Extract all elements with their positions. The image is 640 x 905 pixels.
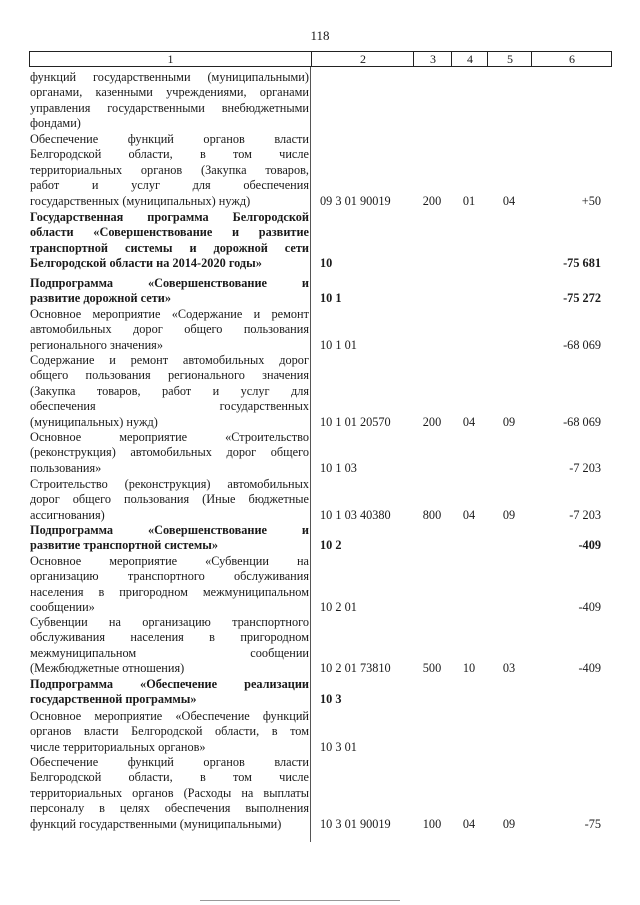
row-section: 10 xyxy=(462,661,476,676)
row-description xyxy=(30,353,309,430)
description-line: автомобильных дорог общего пользования xyxy=(30,322,309,337)
description-line: обеспечения государственных xyxy=(30,399,309,414)
description-line: (Межбюджетные отношения) xyxy=(30,661,185,676)
row-vr: 200 xyxy=(422,193,442,208)
row-section: 04 xyxy=(462,507,476,522)
description-line: Белгородской области на 2014-2020 годы» xyxy=(30,256,262,271)
row-amount: +50 xyxy=(581,193,601,208)
row-code: 10 2 xyxy=(320,538,342,553)
row-description xyxy=(30,477,309,523)
column-header-4: 4 xyxy=(451,52,488,66)
row-description xyxy=(30,615,309,677)
description-line: ассигнования) xyxy=(30,507,105,522)
description-line: населения в пригородном межмуниципальном xyxy=(30,584,309,599)
description-line: функций государственными (муниципальными) xyxy=(30,70,309,84)
description-line: функций государственными (муниципальными) xyxy=(30,816,282,831)
column-divider xyxy=(310,67,311,842)
row-description xyxy=(30,70,309,132)
column-header-6: 6 xyxy=(531,52,612,66)
row-amount: -68 069 xyxy=(563,337,601,352)
description-line: Белгородской области, в том числе xyxy=(30,770,309,785)
row-amount: -75 681 xyxy=(563,256,601,271)
description-line: Субвенции на организацию транспортного xyxy=(30,615,309,629)
row-description xyxy=(30,677,309,708)
row-code: 10 3 01 90019 xyxy=(320,816,391,831)
description-line: сообщении» xyxy=(30,600,95,615)
row-amount: -7 203 xyxy=(569,507,601,522)
description-line: обслуживания населения в пригородном xyxy=(30,630,309,645)
description-line: пользования» xyxy=(30,460,102,475)
description-line: государственной программы» xyxy=(30,692,197,707)
row-amount: -75 xyxy=(584,816,601,831)
description-line: Основное мероприятие «Обеспечение функций xyxy=(30,709,309,723)
row-description xyxy=(30,210,309,272)
description-line: Подпрограмма «Обеспечение реализации xyxy=(30,677,309,691)
row-subsection: 09 xyxy=(502,414,516,429)
row-vr: 200 xyxy=(422,414,442,429)
row-amount: -409 xyxy=(578,661,601,676)
row-code: 10 1 01 xyxy=(320,337,357,352)
description-line: Основное мероприятие «Строительство xyxy=(30,430,309,444)
row-code: 10 xyxy=(320,256,333,271)
description-line: межмуниципальном сообщении xyxy=(30,645,309,660)
description-line: органами, казенными учреждениями, органами xyxy=(30,85,309,100)
row-subsection: 04 xyxy=(502,193,516,208)
row-subsection: 09 xyxy=(502,507,516,522)
column-header-5: 5 xyxy=(487,52,532,66)
description-line: Строительство (реконструкция) автомобильных xyxy=(30,477,309,491)
description-line: транспортной системы и дорожной сети xyxy=(30,240,309,255)
row-code: 10 2 01 73810 xyxy=(320,661,391,676)
row-code: 10 1 01 20570 xyxy=(320,414,391,429)
description-line: регионального значения» xyxy=(30,337,163,352)
row-amount: -7 203 xyxy=(569,460,601,475)
row-section: 04 xyxy=(462,816,476,831)
row-description xyxy=(30,307,309,353)
description-line: дорог общего пользования (Иные бюджетные xyxy=(30,492,309,507)
row-subsection: 03 xyxy=(502,661,516,676)
row-amount: -75 272 xyxy=(563,291,601,306)
page-number: 118 xyxy=(310,28,330,43)
row-code: 10 3 01 xyxy=(320,739,357,754)
description-line: Подпрограмма «Совершенствование и xyxy=(30,276,309,290)
row-code: 10 1 03 40380 xyxy=(320,507,391,522)
row-subsection: 09 xyxy=(502,816,516,831)
row-description xyxy=(30,554,309,616)
description-line: области «Совершенствование и развитие xyxy=(30,225,309,240)
row-vr: 800 xyxy=(422,507,442,522)
column-header-3: 3 xyxy=(413,52,452,66)
table-header xyxy=(29,51,612,67)
row-description xyxy=(30,523,309,554)
row-description xyxy=(30,709,309,755)
row-code: 10 2 01 xyxy=(320,600,357,615)
description-line: Основное мероприятие «Содержание и ремонт xyxy=(30,307,309,321)
description-line: фондами) xyxy=(30,116,81,131)
row-code: 10 1 xyxy=(320,291,342,306)
row-description xyxy=(30,276,309,307)
column-header-1: 1 xyxy=(167,52,174,66)
description-line: органов власти Белгородской области, в том xyxy=(30,724,309,739)
row-description xyxy=(30,132,309,209)
description-line: Обеспечение функций органов власти xyxy=(30,132,309,146)
description-line: общего пользования регионального значения xyxy=(30,368,309,383)
row-section: 01 xyxy=(462,193,476,208)
description-line: (реконструкция) автомобильных дорог общего xyxy=(30,445,309,460)
row-section: 04 xyxy=(462,414,476,429)
description-line: Государственная программа Белгородской xyxy=(30,210,309,224)
description-line: Основное мероприятие «Субвенции на xyxy=(30,554,309,568)
description-line: числе территориальных органов» xyxy=(30,739,206,754)
description-line: Подпрограмма «Совершенствование и xyxy=(30,523,309,537)
description-line: территориальных органов (Расходы на выплаты xyxy=(30,785,309,800)
description-line: (Закупка товаров, работ и услуг для xyxy=(30,383,309,398)
description-line: работ и услуг для обеспечения xyxy=(30,178,309,193)
row-vr: 100 xyxy=(422,816,442,831)
description-line: организацию транспортного обслуживания xyxy=(30,569,309,584)
row-code: 10 3 xyxy=(320,692,342,707)
description-line: территориальных органов (Закупка товаров, xyxy=(30,162,309,177)
row-description xyxy=(30,755,309,832)
row-code: 09 3 01 90019 xyxy=(320,193,391,208)
row-vr: 500 xyxy=(422,661,442,676)
description-line: развитие дорожной сети» xyxy=(30,291,172,306)
description-line: персоналу в целях обеспечения выполнения xyxy=(30,801,309,816)
description-line: управления государственными внебюджетными xyxy=(30,100,309,115)
description-line: Содержание и ремонт автомобильных дорог xyxy=(30,353,309,367)
column-header-2: 2 xyxy=(311,52,414,66)
description-line: Обеспечение функций органов власти xyxy=(30,755,309,769)
description-line: государственных (муниципальных) нужд) xyxy=(30,193,251,208)
row-description xyxy=(30,430,309,476)
description-line: развитие транспортной системы» xyxy=(30,538,219,553)
footer-rule xyxy=(200,900,400,901)
description-line: Белгородской области, в том числе xyxy=(30,147,309,162)
description-line: (муниципальных) нужд) xyxy=(30,414,158,429)
row-code: 10 1 03 xyxy=(320,460,357,475)
row-amount: -409 xyxy=(578,538,601,553)
row-amount: -68 069 xyxy=(563,414,601,429)
row-amount: -409 xyxy=(578,600,601,615)
